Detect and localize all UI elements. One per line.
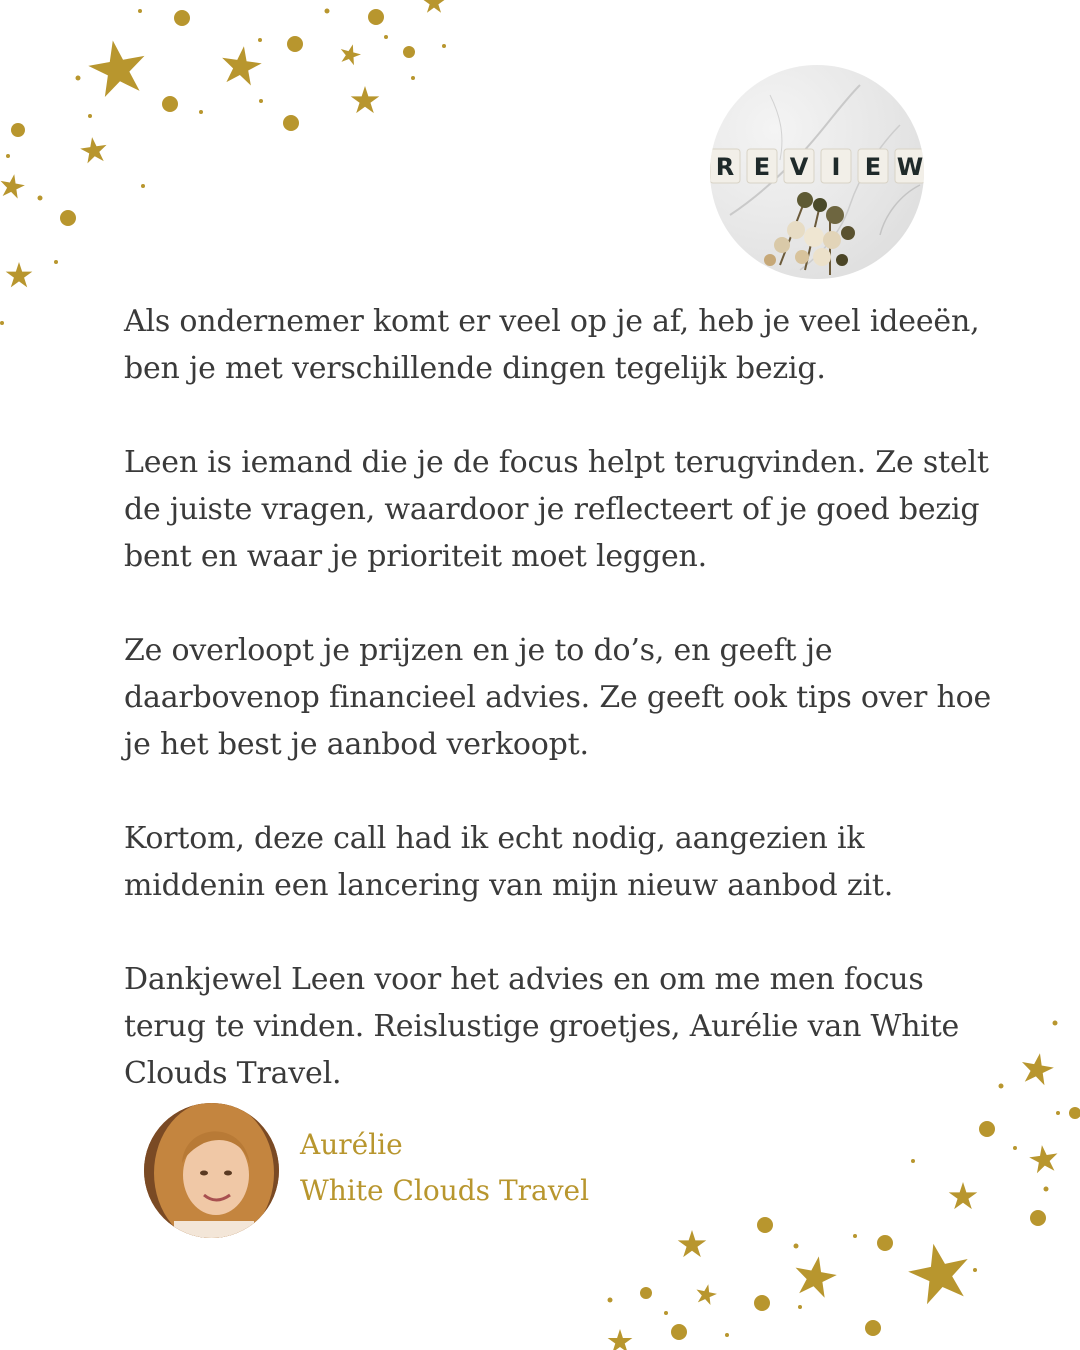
- author-name: Aurélie: [300, 1128, 403, 1161]
- tile-letter: R: [715, 153, 735, 181]
- review-letter-tiles: [710, 149, 924, 183]
- confetti-stars-top-left: [0, 0, 470, 340]
- author-avatar: [144, 1103, 279, 1238]
- testimonial-paragraph: Als ondernemer komt er veel op je af, heb je veel ideeën, ben je met verschillende dingen tegelijk bezig.: [124, 304, 980, 386]
- testimonial-paragraph: Ze overloopt je prijzen en je to do’s, en geeft je daarbovenop financieel advies. Ze geeft ook tips over hoe je het best je aanbod verkoopt.: [124, 633, 992, 762]
- tile-letter: W: [896, 153, 924, 181]
- tile-letter: I: [831, 153, 841, 181]
- testimonial-text: [124, 298, 994, 1097]
- testimonial-paragraph: Leen is iemand die je de focus helpt terugvinden. Ze stelt de juiste vragen, waardoor je reflecteert of je goed bezig bent en waar je prioriteit moet leggen.: [124, 445, 989, 574]
- testimonial-paragraph: Kortom, deze call had ik echt nodig, aangezien ik middenin een lancering van mijn nieuw aanbod zit.: [124, 821, 894, 903]
- testimonial-paragraph: Dankjewel Leen voor het advies en om me men focus terug te vinden. Reislustige groetjes, Aurélie van White Clouds Travel.: [124, 962, 960, 1091]
- author-signature: [300, 1122, 589, 1214]
- tile-letter: E: [753, 153, 771, 181]
- tile-letter: V: [789, 153, 809, 181]
- review-tiles-photo: [710, 65, 924, 279]
- review-photo-illustration: [710, 65, 924, 279]
- author-company: White Clouds Travel: [300, 1174, 590, 1207]
- author-portrait: [144, 1103, 279, 1238]
- tile-letter: E: [864, 153, 882, 181]
